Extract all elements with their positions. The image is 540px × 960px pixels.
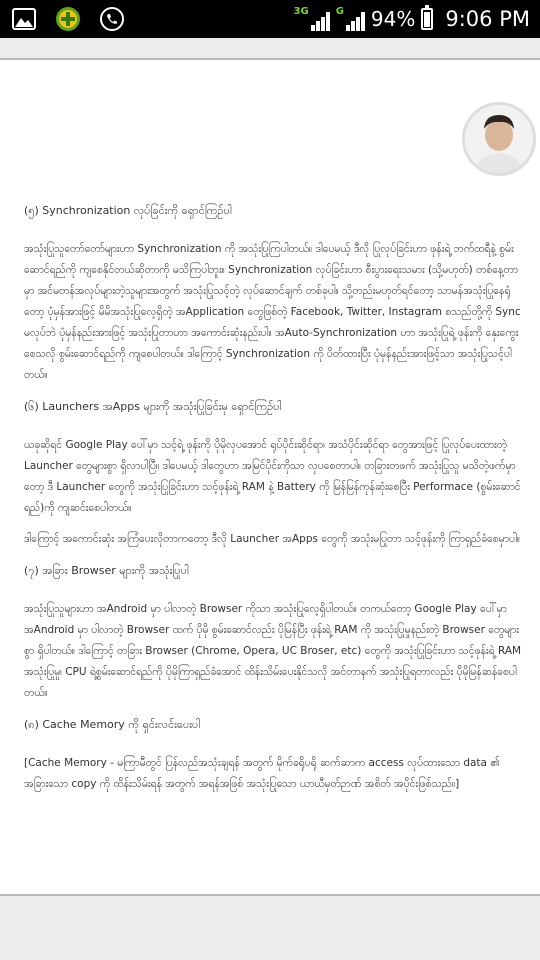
article-body [24, 200, 522, 805]
section-8-heading: (၈) Cache Memory ကို ရှင်းလင်းပေးပါ [24, 718, 201, 731]
add-icon [54, 5, 82, 33]
battery-percent: 94% [370, 7, 416, 31]
section-6-paragraph-2: ဒါကြောင့် အကောင်းဆုံး အကြံပေးလိုတာကတော့ ဒီလို Launcher အApps တွေကို အသုံးမပြုတာ သင့်ဖုန်းကို ကြာရှည်ခံစေမှာပါ။ [24, 533, 520, 545]
section-6-heading: (၆) Launchers အApps များကို အသုံးပြုခြင်းမှ ရှောင်ကြဉ်ပါ [24, 400, 282, 413]
article-page[interactable] [0, 58, 540, 896]
section-8-paragraph: [Cache Memory - မကြာမီတွင် ပြန်လည်အသုံးချရန် အတွက် မိုက်ခရိုပရို ဆက်ဆာက access လုပ်ထားသော data ၏ အခြားသော copy ကို ထိန်းသိမ်းရန် အတွက် အရန်အဖြစ် အသုံးပြုသော ယာယီမှတ်ဉာဏ် အစိတ် အပိုင်းဖြစ်သည်။] [24, 757, 500, 790]
section-5-heading: (၅) Synchronization လုပ်ခြင်းကို ရှောင်ကြဉ်ပါ [24, 204, 232, 217]
section-6-paragraph-1: ယခုဆိုရင် Google Play ပေါ်မှာ သင့်ရဲ့ ဖုန်းကို ပိုမိုလှပအောင် ရုပ်ပိုင်းဆိုင်ရာ၊ အသံပိုင်းဆိုင်ရာ တွေအားဖြင့် ပြုလုပ်ပေးထားတဲ့ Launcher တွေများစွာ ရှိလာပါပြီ။ ဒါပေမယ့် ဒါတွေဟာ အမြင်ပိုင်းကိုသာ လှပစေတာပါ။ တခြားတဖက် အသုံးပြုသူ မသိတဲ့ဖက်မှာတော့ ဒီ Launcher တွေကို အသုံးပြုခြင်းဟာ သင့်ဖုန်းရဲ့ RAM နဲ့ Battery ကို မြန်မြန်ကုန်ဆုံးစေပြီး Performace (စွမ်းဆောင်ရည်)ကို ကျဆင်းစေပါတယ်။ [24, 439, 521, 514]
notification-icons [10, 5, 126, 33]
status-bar [0, 0, 540, 38]
section-7-heading: (၇) အခြား Browser များကို အသုံးပြုပါ [24, 564, 189, 577]
signal-bars-icon [311, 11, 330, 31]
signal-2 [336, 7, 365, 31]
battery-fill [424, 12, 430, 27]
gallery-icon [10, 5, 38, 33]
signal-1 [294, 7, 330, 31]
battery-icon [421, 8, 433, 30]
network-type-label-2: G [335, 6, 344, 17]
section-5-paragraph: အသုံးပြုသူတော်တော်များဟာ Synchronization ကို အသုံးပြုကြပါတယ်။ ဒါပေမယ့် ဒီလို ပြုလုပ်ခြင်းဟာ ဖုန်းရဲ့ ဘက်ထရီနဲ့ စွမ်းဆောင်ရည်ကို ကျစေနိုင်တယ်ဆိုတာကို မသိကြပါဘူး။ Synchronization လုပ်ခြင်းဟာ စီးပွားရေးသမား (သို့မဟုတ်) တစ်နေ့တာမှာ အင်မတန်အလုပ်များတဲ့သူများအတွက် အသုံးပြုသင့်တဲ့ လုပ်ဆောင်ချက် တစ်ခုပါ။ သို့တည်းမဟုတ်ရင်တော့ သာမန်အသုံးပြုနေရုံတော့ ပုံမှန်အားဖြင့် မိမိအသုံးပြုလေ့ရှိတဲ့ အApplication တွေဖြစ်တဲ့ Facebook, Twitter, Instagram စသည်တို့ကို Sync မလုပ်ဘဲ ပုံမှန်နည်းအားဖြင့် အသုံးပြုတာဟာ အကောင်းဆုံးနည်းပါ။ အAuto-Synchronization ဟာ အသုံးပြုရဲ့ ဖုန်းကို နှေးကွေးစေသလို စွမ်းဆောင်ရည်ကို ကျစေပါတယ်။ ဒါကြောင့် Synchronization ကို ပိတ်ထားပြီး ပုံမှန်နည်းအားဖြင့်သာ အသုံးပြုသင့်ပါတယ်။ [24, 243, 521, 381]
section-7-paragraph: အသုံးပြုသူများဟာ အAndroid မှာ ပါလာတဲ့ Browser ကိုသာ အသုံးပြုလေ့ရှိပါတယ်။ တကယ်တော့ Google Play ပေါ်မှာ အAndroid မှာ ပါလာတဲ့ Browser ထက် ပိုမို စွမ်းဆောင်လည်း ပိုမြန်ပြီး ဖုန်းရဲ့ RAM ကို အသုံးပြုမှုနည်းတဲ့ Browser တွေများစွာ ရှိပါတယ်။ ဒါကြောင့် တခြား Browser (Chrome, Opera, UC Broser, etc) တွေကို အသုံးပြုခြင်းဟာ သင့်ဖုန်းရဲ့ RAM အသုံးပြုမှု၊ CPU ရဲ့စွမ်းဆောင်ရည်ကို ပိုမိုကြာရှည်ခံအောင် ထိန်းသိမ်းပေးနိုင်သလို အင်တာနက် အသုံးပြုရတာလည်း ပိုမိုမြန်ဆန်စေပါတယ်။ [24, 603, 522, 699]
clock: 9:06 PM [445, 7, 530, 31]
network-type-label: 3G [293, 6, 309, 17]
avatar[interactable] [462, 102, 536, 176]
signal-bars-icon-2 [346, 11, 365, 31]
phone-icon [98, 5, 126, 33]
system-status [294, 0, 530, 38]
